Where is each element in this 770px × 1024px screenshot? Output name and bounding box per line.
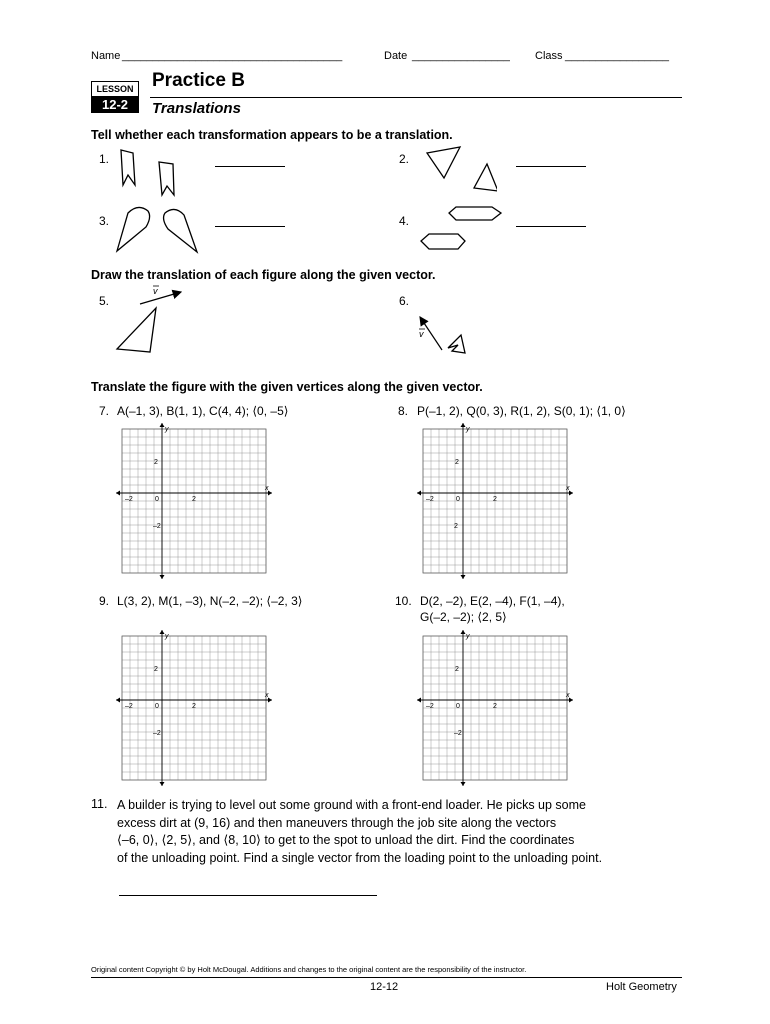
problem-10-number: 10. bbox=[395, 594, 412, 608]
tick-label-x-neg: –2 bbox=[426, 496, 434, 503]
problem-10-text: D(2, –2), E(2, –4), F(1, –4), bbox=[420, 594, 565, 608]
item-1-figure bbox=[112, 145, 187, 203]
problem-11-number: 11. bbox=[91, 797, 108, 811]
y-axis-label: y bbox=[466, 633, 470, 640]
tick-label-origin: 0 bbox=[155, 703, 159, 710]
copyright-notice: Original content Copyright © by Holt McDougal. Additions and changes to the original content are the responsibility of the instructor. bbox=[91, 965, 527, 974]
answer-blank-2[interactable] bbox=[516, 166, 586, 167]
x-axis-arrow-left bbox=[116, 491, 120, 496]
item-5-number: 5. bbox=[99, 294, 110, 308]
tick-label-x-neg: –2 bbox=[125, 496, 133, 503]
problem-11-text bbox=[117, 797, 602, 867]
y-axis-arrow-up bbox=[461, 630, 466, 634]
tick-label-x-pos: 2 bbox=[493, 703, 497, 710]
problem-7-text: A(–1, 3), B(1, 1), C(4, 4); ⟨0, –5⟩ bbox=[117, 404, 289, 418]
y-axis-arrow-down bbox=[461, 782, 466, 786]
y-axis-arrow-up bbox=[160, 423, 165, 427]
coordinate-grid-8[interactable] bbox=[415, 421, 575, 581]
tick-label-x-pos: 2 bbox=[192, 496, 196, 503]
answer-blank-4[interactable] bbox=[516, 226, 586, 227]
tick-label-x-neg: –2 bbox=[125, 703, 133, 710]
tick-label-y-neg: –2 bbox=[454, 730, 462, 737]
x-axis-arrow-right bbox=[569, 491, 573, 496]
problem-9-text: L(3, 2), M(1, –3), N(–2, –2); ⟨–2, 3⟩ bbox=[117, 594, 303, 608]
x-axis-label: x bbox=[566, 485, 570, 492]
lesson-number: 12-2 bbox=[91, 96, 139, 113]
problem-8-text: P(–1, 2), Q(0, 3), R(1, 2), S(0, 1); ⟨1, 0⟩ bbox=[417, 404, 626, 418]
class-label: Class bbox=[535, 50, 563, 62]
problem-11-line: A builder is trying to level out some ground with a front-end loader. He picks up some bbox=[117, 798, 587, 812]
tick-label-y-neg: –2 bbox=[153, 523, 161, 530]
coordinate-grid-9[interactable] bbox=[114, 628, 274, 788]
item-2-number: 2. bbox=[399, 152, 410, 166]
tick-label-origin: 0 bbox=[456, 703, 460, 710]
date-field[interactable]: ________________ bbox=[412, 50, 510, 62]
y-axis-label: y bbox=[165, 426, 169, 433]
coordinate-grid-10[interactable] bbox=[415, 628, 575, 788]
answer-blank-1[interactable] bbox=[215, 166, 285, 167]
section3-instruction: Translate the figure with the given vertices along the given vector. bbox=[91, 380, 483, 394]
x-axis-label: x bbox=[566, 692, 570, 699]
y-axis-label: y bbox=[165, 633, 169, 640]
vector-label-6: v bbox=[419, 329, 424, 339]
item-3-figure bbox=[112, 203, 202, 258]
problem-10-text-line2: G(–2, –2); ⟨2, 5⟩ bbox=[420, 610, 507, 624]
x-axis-label: x bbox=[265, 692, 269, 699]
vector-arrow-5 bbox=[140, 292, 181, 304]
class-field[interactable]: _________________ bbox=[565, 50, 670, 62]
y-axis-arrow-down bbox=[160, 782, 165, 786]
section1-instruction: Tell whether each transformation appears to be a translation. bbox=[91, 128, 453, 142]
tick-label-y-pos: 2 bbox=[455, 459, 459, 466]
tick-label-y-pos: 2 bbox=[455, 666, 459, 673]
x-axis-arrow-left bbox=[417, 491, 421, 496]
x-axis-arrow-right bbox=[268, 698, 272, 703]
section2-instruction: Draw the translation of each figure along the given vector. bbox=[91, 268, 436, 282]
problem-8-number: 8. bbox=[398, 404, 409, 418]
footer-divider bbox=[91, 977, 682, 978]
y-axis-arrow-up bbox=[461, 423, 466, 427]
item-6-figure bbox=[412, 312, 477, 362]
vector-label-5: v bbox=[153, 286, 158, 296]
tick-label-origin: 0 bbox=[456, 496, 460, 503]
y-axis-label: y bbox=[466, 426, 470, 433]
coordinate-grid-7[interactable] bbox=[114, 421, 274, 581]
lesson-tag: LESSON bbox=[91, 81, 139, 97]
y-axis-arrow-down bbox=[461, 575, 466, 579]
problem-11-line: ⟨–6, 0⟩, ⟨2, 5⟩, and ⟨8, 10⟩ to get to the spot to unload the dirt. Find the coordinates bbox=[117, 833, 575, 847]
item-4-number: 4. bbox=[399, 214, 410, 228]
problem-9-number: 9. bbox=[99, 594, 110, 608]
name-label: Name bbox=[91, 50, 121, 62]
item-4-figure bbox=[415, 199, 505, 254]
y-axis-arrow-down bbox=[160, 575, 165, 579]
tick-label-y-neg: –2 bbox=[153, 730, 161, 737]
tick-label-y-pos: 2 bbox=[154, 666, 158, 673]
item-1-number: 1. bbox=[99, 152, 110, 166]
item-5-figure bbox=[110, 282, 190, 357]
tick-label-origin: 0 bbox=[155, 496, 159, 503]
tick-label-y-neg: 2 bbox=[454, 523, 458, 530]
y-axis-arrow-up bbox=[160, 630, 165, 634]
tick-label-x-neg: –2 bbox=[426, 703, 434, 710]
lesson-badge bbox=[91, 81, 139, 113]
problem-11-line: excess dirt at (9, 16) and then maneuvers through the job site along the vectors bbox=[117, 815, 557, 830]
item-3-number: 3. bbox=[99, 214, 110, 228]
page-number: 12-12 bbox=[370, 981, 399, 993]
problem-11-line: of the unloading point. Find a single vector from the loading point to the unloading point. bbox=[117, 850, 603, 865]
x-axis-label: x bbox=[265, 485, 269, 492]
tick-label-x-pos: 2 bbox=[192, 703, 196, 710]
item-2-figure bbox=[422, 143, 497, 198]
answer-blank-11[interactable] bbox=[119, 895, 377, 896]
page-title: Practice B bbox=[152, 70, 245, 91]
book-title: Holt Geometry bbox=[606, 981, 677, 993]
tick-label-y-pos: 2 bbox=[154, 459, 158, 466]
item-6-number: 6. bbox=[399, 294, 410, 308]
problem-7-number: 7. bbox=[99, 404, 110, 418]
x-axis-arrow-right bbox=[268, 491, 272, 496]
x-axis-arrow-left bbox=[116, 698, 120, 703]
x-axis-arrow-left bbox=[417, 698, 421, 703]
x-axis-arrow-right bbox=[569, 698, 573, 703]
name-field[interactable]: ____________________________________ bbox=[122, 50, 343, 62]
tick-label-x-pos: 2 bbox=[493, 496, 497, 503]
page-subtitle: Translations bbox=[152, 100, 241, 117]
title-divider bbox=[150, 97, 682, 98]
answer-blank-3[interactable] bbox=[215, 226, 285, 227]
date-label: Date bbox=[384, 50, 408, 62]
